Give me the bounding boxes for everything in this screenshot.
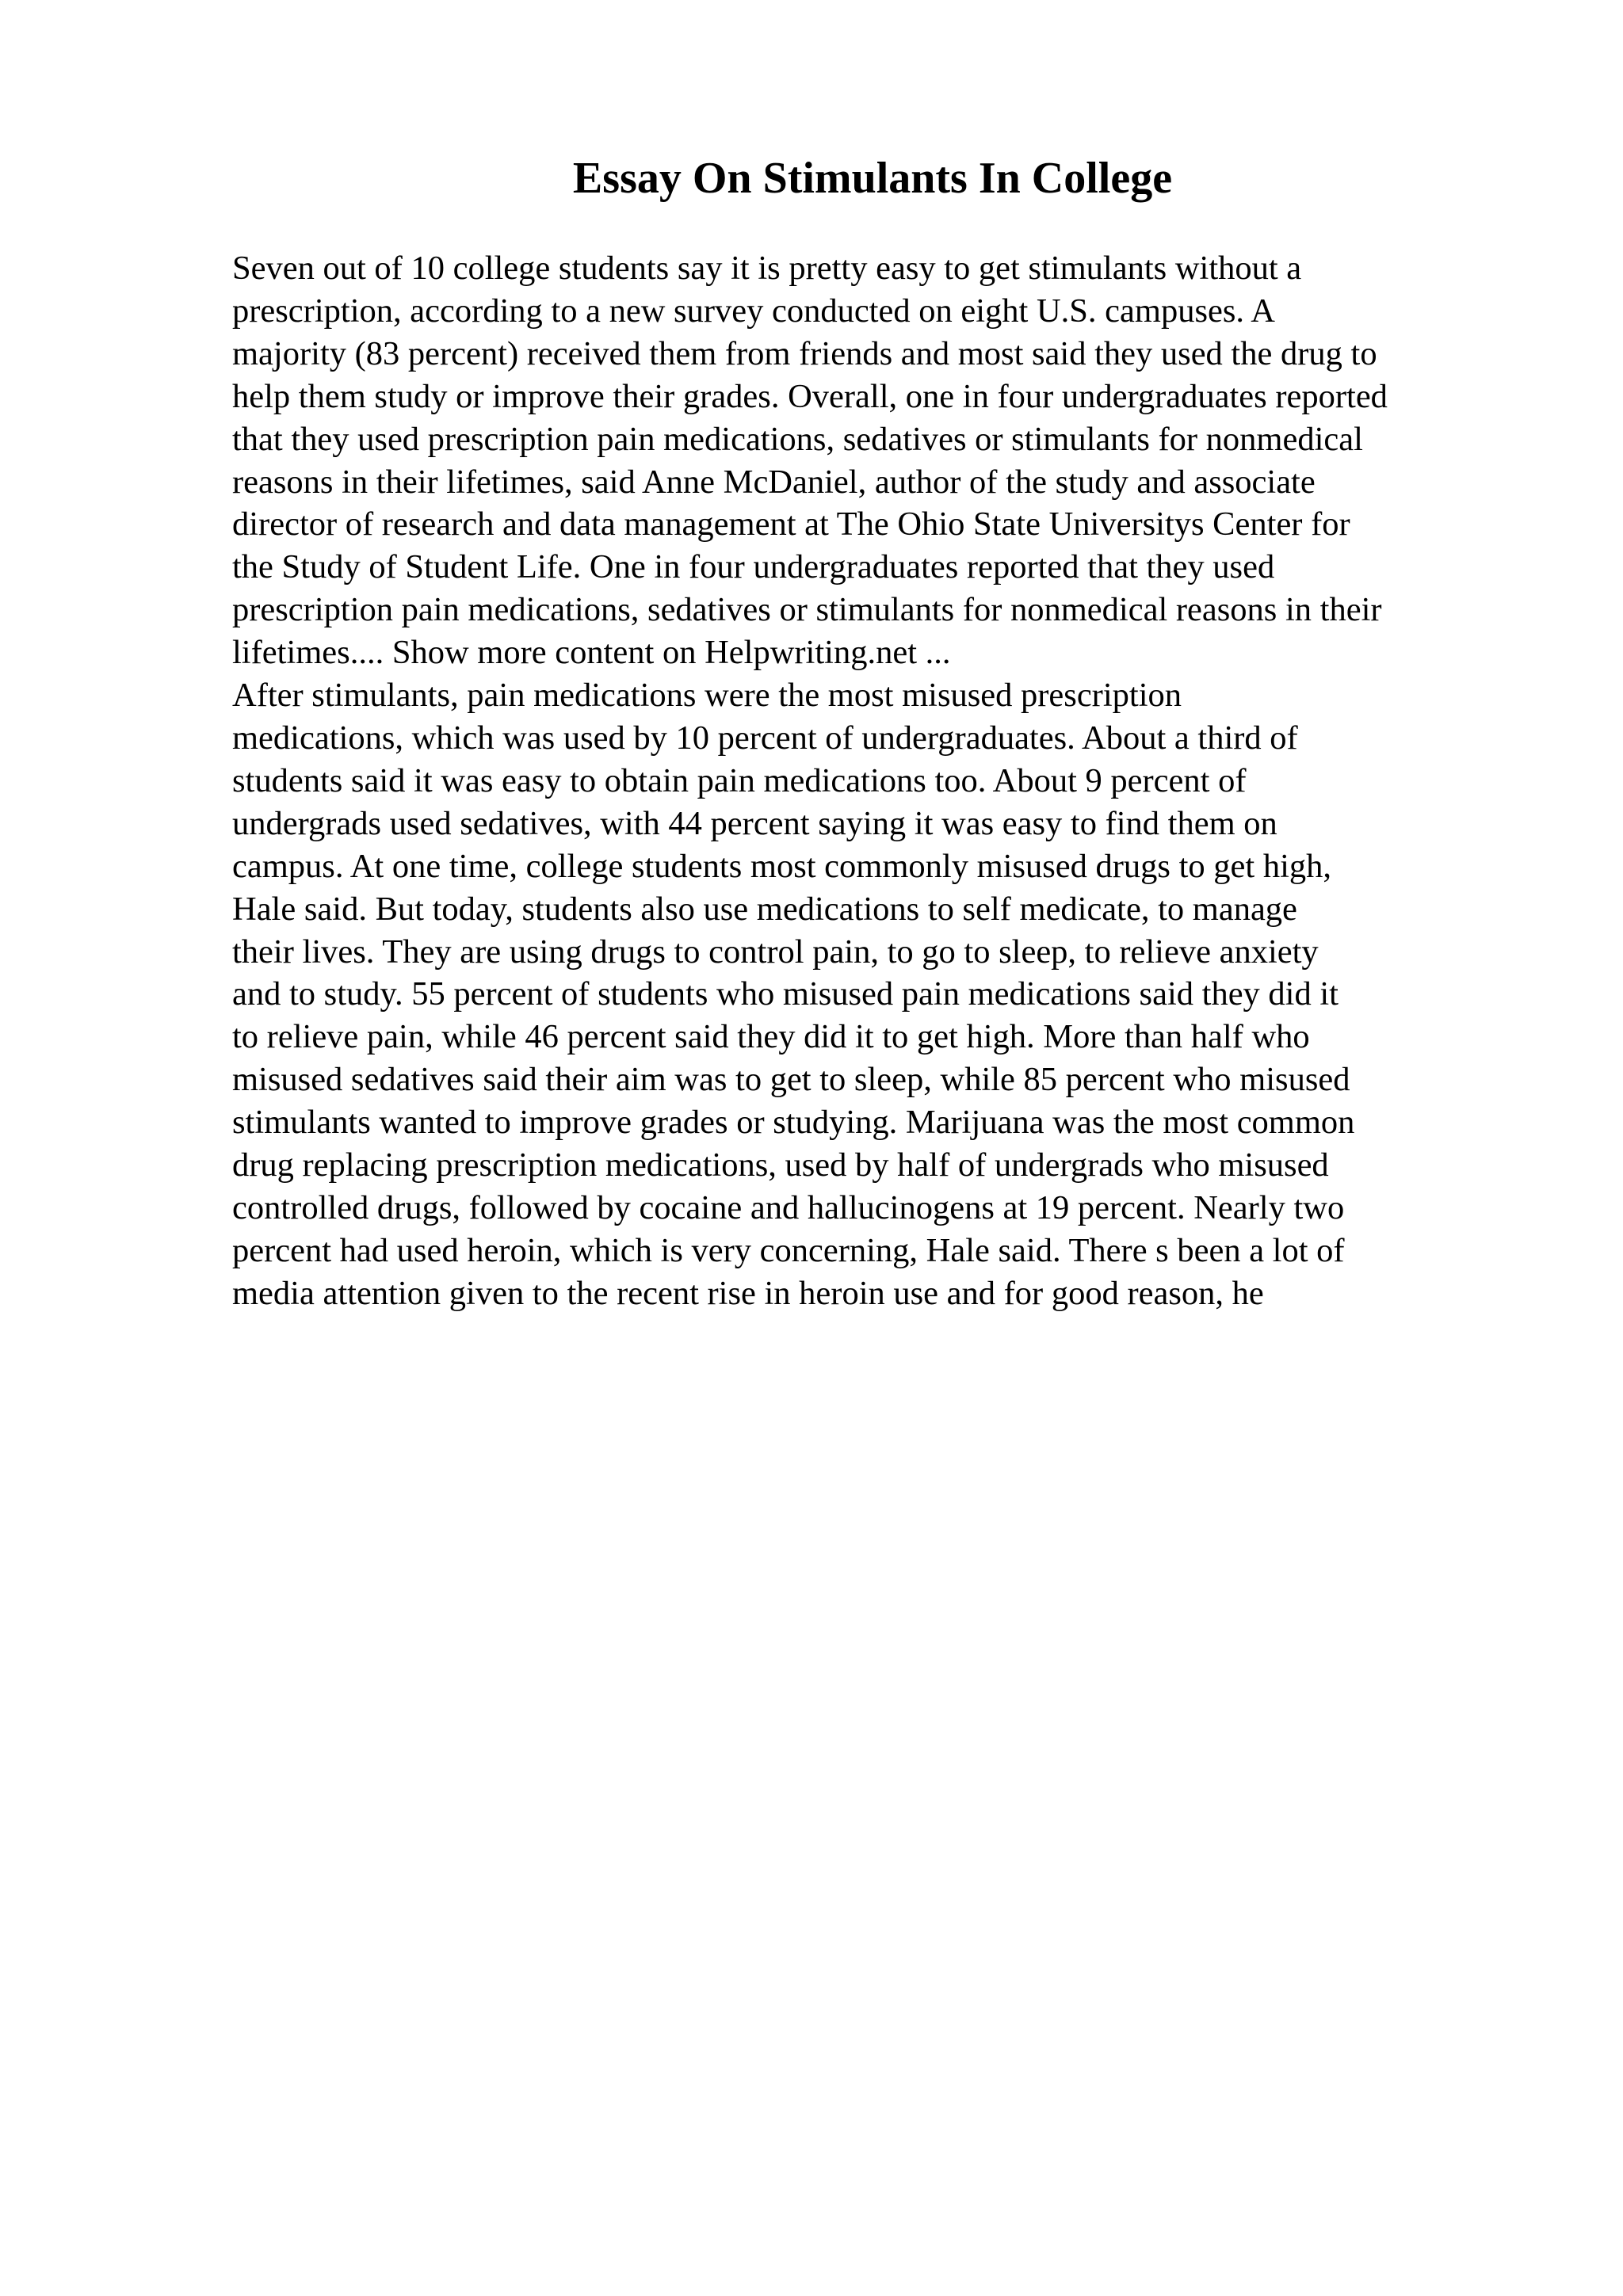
text-line: to relieve pain, while 46 percent said they did it to get high. More than half who — [232, 1018, 1310, 1056]
text-line: After stimulants, pain medications were the most misused prescription — [232, 677, 1182, 715]
text-line: prescription pain medications, sedatives or stimulants for nonmedical reasons in their — [232, 591, 1382, 629]
text-line: the Study of Student Life. One in four undergraduates reported that they used — [232, 548, 1275, 586]
text-line: students said it was easy to obtain pain medications too. About 9 percent of — [232, 761, 1247, 799]
text-line: media attention given to the recent rise in heroin use and for good reason, he — [232, 1274, 1264, 1312]
text-line: lifetimes.... Show more content on Helpwriting.net ... — [232, 634, 951, 672]
page-title: Essay On Stimulants In College — [572, 154, 1173, 203]
text-line: drug replacing prescription medications, used by half of undergrads who misused — [232, 1146, 1329, 1184]
text-line: that they used prescription pain medications, sedatives or stimulants for nonmedical — [232, 420, 1363, 458]
text-line: Seven out of 10 college students say it is pretty easy to get stimulants without a — [232, 250, 1302, 287]
text-line: prescription, according to a new survey conducted on eight U.S. campuses. A — [232, 292, 1275, 330]
text-line: misused sedatives said their aim was to get to sleep, while 85 percent who misused — [232, 1061, 1350, 1099]
text-line: undergrads used sedatives, with 44 percent saying it was easy to find them on — [232, 804, 1277, 842]
text-line: their lives. They are using drugs to control pain, to go to sleep, to relieve anxiety — [232, 933, 1319, 971]
text-line: Hale said. But today, students also use medications to self medicate, to manage — [232, 890, 1297, 928]
essay-body — [232, 247, 1595, 1315]
text-line: help them study or improve their grades. Overall, one in four undergraduates reported — [232, 377, 1388, 415]
text-line: majority (83 percent) received them from friends and most said they used the drug to — [232, 334, 1377, 372]
text-line: campus. At one time, college students most commonly misused drugs to get high, — [232, 847, 1331, 885]
text-line: reasons in their lifetimes, said Anne McDaniel, author of the study and associate — [232, 463, 1316, 501]
text-line: medications, which was used by 10 percent of undergraduates. About a third of — [232, 719, 1298, 757]
text-line: director of research and data management at The Ohio State Universitys Center for — [232, 505, 1350, 543]
text-line: and to study. 55 percent of students who misused pain medications said they did it — [232, 975, 1338, 1013]
text-line: percent had used heroin, which is very concerning, Hale said. There s been a lot of — [232, 1231, 1345, 1269]
text-line: stimulants wanted to improve grades or studying. Marijuana was the most common — [232, 1104, 1355, 1142]
text-line: controlled drugs, followed by cocaine and hallucinogens at 19 percent. Nearly two — [232, 1188, 1345, 1226]
